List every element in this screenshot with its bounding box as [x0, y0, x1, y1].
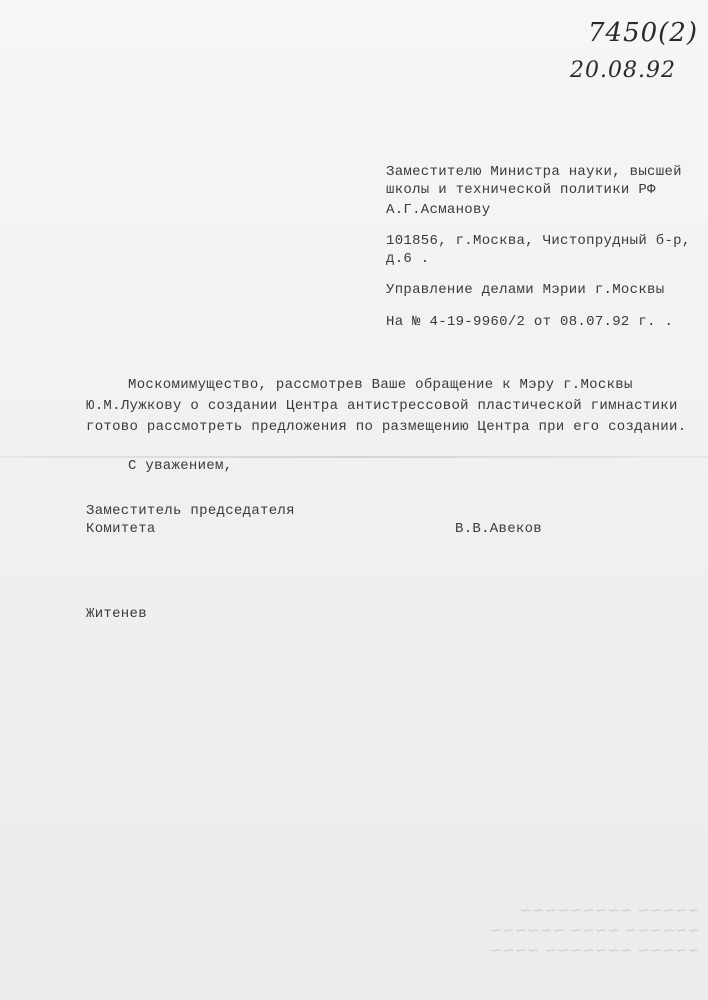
body-line-2: Ю.М.Лужкову о создании Центра антистрессовой пластической гимнастики [86, 398, 678, 414]
paper-fold-line [0, 456, 708, 458]
reference-number: На № 4-19-9960/2 от 08.07.92 г. . [386, 314, 674, 330]
reverse-side-bleed-through: ~~~~~ ~~~~~~~~~ ~~~~~~ ~~~~ ~~~~~~ ~~~~~ ~~~~~~~ ~~~~ [489, 901, 700, 959]
handwritten-registration-date: 20.08.92 [570, 58, 676, 83]
body-line-3: готово рассмотреть предложения по размещению Центра при его создании. [86, 419, 687, 435]
addressee-address-line-2: д.6 . [386, 251, 430, 267]
addressee-title-line-1: Заместителю Министра науки, высшей [386, 164, 682, 180]
signatory-name: В.В.Авеков [455, 521, 543, 537]
signatory-title [86, 502, 295, 538]
addressee-name: А.Г.Асманову [386, 202, 491, 218]
executor-name: Житенев [86, 606, 147, 622]
handwritten-registration-number: 7450(2) [588, 18, 698, 48]
addressee-block [386, 163, 691, 330]
signatory-title-line-1: Заместитель председателя [86, 503, 295, 519]
addressee-title [386, 163, 691, 199]
addressee-address-line-1: 101856, г.Москва, Чистопрудный б-р, [386, 233, 691, 249]
copy-recipient-org: Управление делами Мэрии г.Москвы [386, 282, 665, 298]
addressee-title-line-2: школы и технической политики РФ [386, 182, 656, 198]
closing-phrase: С уважением, [128, 458, 233, 474]
addressee-address [386, 232, 691, 268]
body-line-1: Москомимущество, рассмотрев Ваше обращение к Мэру г.Москвы [128, 377, 633, 393]
letter-body [86, 375, 686, 438]
signatory-title-line-2: Комитета [86, 521, 156, 537]
